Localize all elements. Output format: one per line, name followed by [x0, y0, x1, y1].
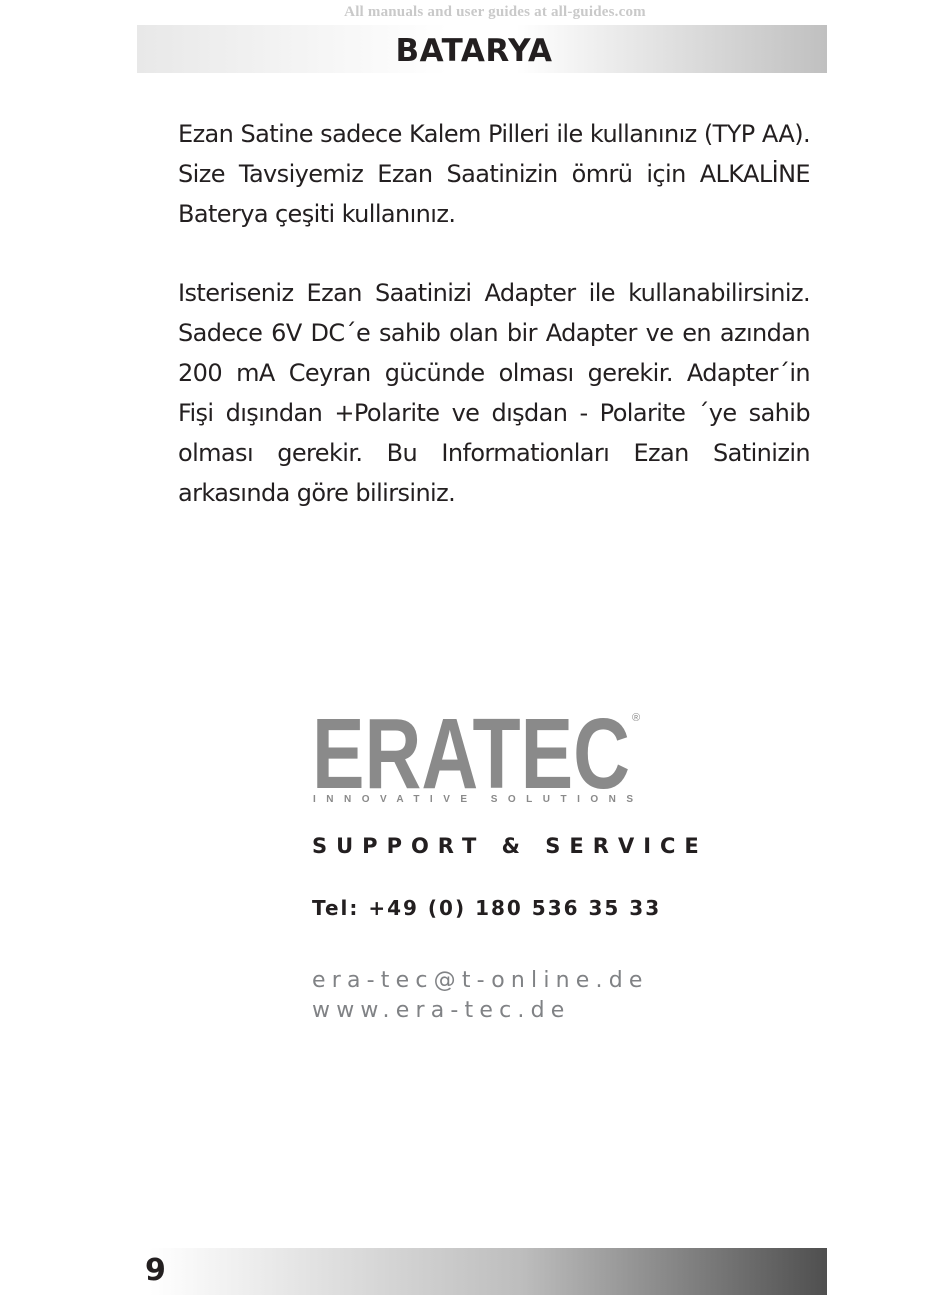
support-website[interactable]: www.era-tec.de — [312, 998, 571, 1023]
eratec-logo — [312, 708, 642, 808]
battery-paragraph: Ezan Satine sadece Kalem Pilleri ile kullanınız (TYP AA). Size Tavsiyemiz Ezan Saatinizin ömrü için ALKALİNE Baterya çeşiti kullanınız. — [178, 120, 810, 228]
logo-brand-text: ERATEC — [312, 708, 630, 808]
footer-bar — [150, 1248, 827, 1295]
support-title: SUPPORT & SERVICE — [312, 834, 708, 858]
page-number: 9 — [145, 1253, 166, 1288]
adapter-paragraph: Isteriseniz Ezan Saatinizi Adapter ile kullanabilirsiniz. Sadece 6V DC´e sahib olan bir Adapter ve en azından 200 mA Ceyran gücünde olması gerekir. Adapter´in Fişi dışından +Polarite ve dışdan - Polarite ´ye sahib olması gerekir. Bu Informationları Ezan Satinizin arkasında göre bilirsiniz. — [178, 279, 810, 507]
watermark-text: All manuals and user guides at all-guides.com — [344, 4, 646, 20]
support-email[interactable]: era-tec@t-online.de — [312, 968, 649, 993]
page-title: BATARYA — [395, 33, 553, 69]
support-phone: Tel: +49 (0) 180 536 35 33 — [312, 896, 662, 920]
logo-trademark: ® — [632, 712, 641, 724]
logo-tagline: INNOVATIVE SOLUTIONS — [313, 794, 633, 805]
